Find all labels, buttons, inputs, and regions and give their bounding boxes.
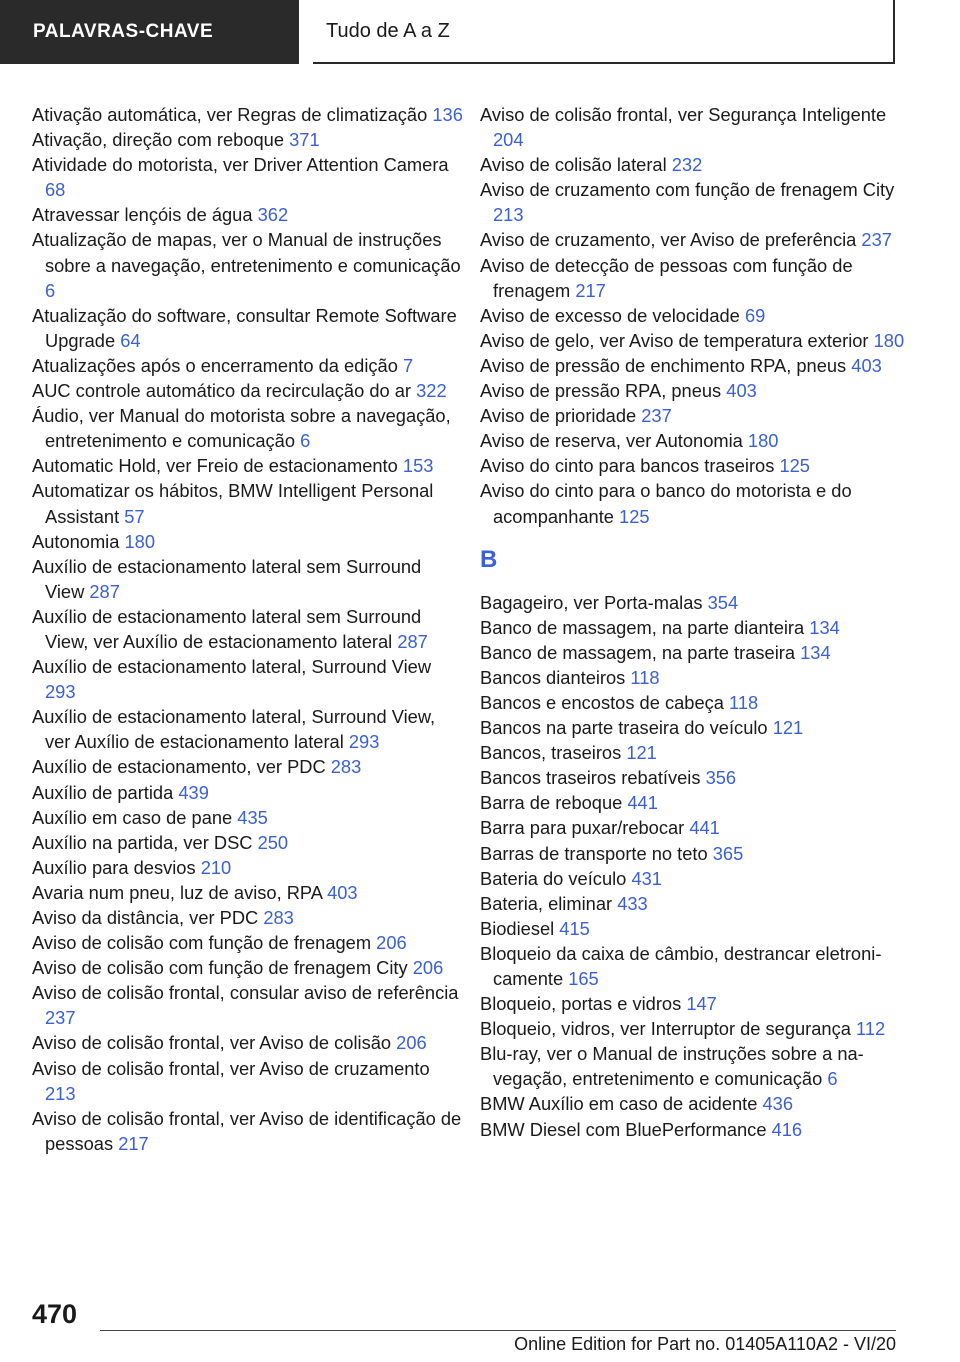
page-reference-link[interactable]: 293 [348,731,380,753]
index-group-a [480,102,910,529]
page-reference-link[interactable]: 415 [559,917,590,939]
page-reference-link[interactable]: 439 [178,781,209,803]
entry-term: Atravessar lençóis de água [32,204,253,226]
index-entry [480,916,910,941]
page-reference-link[interactable]: 147 [686,993,717,1015]
edition-footer: Online Edition for Part no. 01405A110A2 - VI/20 [514,1334,896,1354]
index-entry [32,127,464,152]
entry-term: Automatizar os hábitos, BMW Intelligent Personal Assistant [32,480,434,527]
index-entry [480,328,910,353]
index-column-right [480,102,910,1142]
entry-term: Atualizações após o encerramento da edição [32,354,398,376]
page-reference-link[interactable]: 204 [493,129,524,151]
index-entry [32,654,464,704]
entry-term: Bancos, traseiros [480,742,622,764]
page-reference-link[interactable]: 136 [432,104,463,125]
entry-term: Aviso da distância, ver PDC [32,907,259,928]
page-reference-link[interactable]: 232 [671,154,703,176]
entry-term: Auxílio de estacionamento, ver PDC [32,756,326,778]
page-reference-link[interactable]: 237 [45,1007,76,1029]
index-entry [480,1117,910,1142]
index-entry [480,690,910,715]
entry-term: Bloqueio, vidros, ver Interruptor de segurança [480,1018,851,1040]
index-entry [480,177,910,227]
page-reference-link[interactable]: 322 [416,380,447,402]
page-reference-link[interactable]: 237 [641,405,672,427]
index-entry [32,1106,464,1156]
section-tab: PALAVRAS-CHAVE [0,0,299,64]
page-reference-link[interactable]: 180 [747,430,779,452]
index-entry [32,202,464,227]
page-reference-link[interactable]: 125 [779,455,810,477]
entry-term: Aviso de cruzamento com função de frenagem City [480,179,895,201]
entry-term: Auxílio de partida [32,781,174,803]
index-entry [480,740,910,765]
section-letter: B [480,545,498,573]
index-entry [480,253,910,303]
index-entry [480,841,910,866]
footer-divider [100,1330,896,1331]
page-reference-link[interactable]: 356 [705,767,737,789]
index-entry [32,805,464,830]
index-entry [480,227,910,252]
page-reference-link[interactable]: 217 [575,279,606,301]
page-reference-link[interactable]: 354 [707,591,739,613]
entry-term: Autonomia [32,530,120,552]
page-reference-link[interactable]: 112 [856,1018,886,1040]
index-entry [32,303,464,353]
page-reference-link[interactable]: 441 [627,792,658,814]
page-reference-link[interactable]: 436 [762,1093,794,1115]
page-reference-link[interactable]: 64 [120,329,141,351]
entry-term: BMW Auxílio em caso de acidente [480,1093,758,1115]
entry-term: Bloqueio, portas e vidros [480,993,682,1015]
page-reference-link[interactable]: 6 [827,1068,838,1090]
page-reference-link[interactable]: 287 [397,630,428,652]
page-reference-link[interactable]: 433 [617,892,648,914]
page-reference-link[interactable]: 206 [396,1032,427,1054]
index-entry [32,880,464,905]
entry-term: Atualização de mapas, ver o Manual de instruções sobre a navegação, entretenimento e comunicação [32,229,461,276]
entry-term: Auxílio de estacionamento lateral sem Surround View [32,555,422,602]
entry-term: Aviso de reserva, ver Autonomia [480,430,743,452]
index-entry [480,353,910,378]
index-entry [32,152,464,202]
index-entry [480,152,910,177]
page-reference-link[interactable]: 68 [45,179,66,201]
entry-term: Bancos dianteiros [480,666,626,688]
entry-term: Ativação, direção com reboque [32,129,285,151]
entry-term: Auxílio na partida, ver DSC [32,831,253,853]
page-reference-link[interactable]: 206 [376,932,407,954]
entry-term: Auxílio para desvios [32,856,196,878]
index-entry [32,1056,464,1106]
page-reference-link[interactable]: 6 [45,279,56,301]
entry-term: Auxílio em caso de pane [32,806,233,828]
index-entry [480,665,910,690]
index-entry [480,891,910,916]
index-entry [32,830,464,855]
page-reference-link[interactable]: 287 [89,580,120,602]
entry-term: Atividade do motorista, ver Driver Attention Camera [32,154,449,176]
entry-term: Blu-ray, ver o Manual de instruções sobre a navegação, entretenimento e comunicação [480,1043,864,1090]
index-entry [32,478,464,528]
page-number: 470 [32,1299,78,1329]
entry-term: AUC controle automático da recirculação do ar [32,380,412,402]
entry-term: Aviso de pressão RPA, pneus [480,380,722,402]
page-reference-link[interactable]: 134 [800,641,831,663]
page-reference-link[interactable]: 118 [729,691,759,713]
index-entry [480,378,910,403]
page-reference-link[interactable]: 206 [412,957,444,979]
index-entry [480,1091,910,1116]
entry-term: Aviso do cinto para bancos traseiros [480,455,775,477]
index-entry [480,941,910,991]
index-entry [480,715,910,740]
entry-term: Avaria num pneu, luz de aviso, RPA [32,881,322,903]
index-entry [480,403,910,428]
index-entry [32,905,464,930]
index-entry [32,378,464,403]
entry-term: Automatic Hold, ver Freio de estacionamento [32,455,398,477]
page-reference-link[interactable]: 6 [300,430,311,452]
index-entry [32,403,464,453]
index-column-left [32,102,464,1156]
entry-term: Aviso de colisão frontal, ver Aviso de cruzamento [32,1057,430,1079]
entry-term: Banco de massagem, na parte traseira [480,641,796,663]
entry-term: Barra para puxar/rebocar [480,817,685,839]
entry-term: Bancos e encostos de cabeça [480,691,724,713]
index-entry [32,754,464,779]
index-entry [480,303,910,328]
index-entry [480,790,910,815]
entry-term: Aviso de colisão frontal, ver Segurança Inteligente [480,104,887,125]
entry-term: Aviso de colisão lateral [480,154,667,176]
entry-term: BMW Diesel com BluePerformance [480,1118,767,1140]
entry-term: Aviso de pressão de enchimento RPA, pneus [480,354,847,376]
page-reference-link[interactable]: 365 [712,842,744,864]
index-entry [480,428,910,453]
page-reference-link[interactable]: 134 [809,616,840,638]
index-entry [32,780,464,805]
page-reference-link[interactable]: 125 [619,505,650,527]
index-entry [32,1030,464,1055]
entry-term: Atualização do software, consultar Remote Software Upgrade [32,304,457,351]
index-entry [480,453,910,478]
page-reference-link[interactable]: 213 [493,204,524,226]
entry-term: Auxílio de estacionamento lateral sem Surround View, ver Auxílio de estacionamento lateral [32,605,422,652]
page-reference-link[interactable]: 153 [402,455,434,477]
entry-term: Ativação automática, ver Regras de climatização [32,104,428,125]
entry-term: Áudio, ver Manual do motorista sobre a navegação, entretenimento e comunicação [32,405,451,452]
entry-term: Aviso de colisão frontal, ver Aviso de identificação de pessoas [32,1107,462,1154]
entry-term: Banco de massagem, na parte dianteira [480,616,805,638]
entry-term: Auxílio de estacionamento lateral, Surround View [32,656,432,678]
entry-term: Aviso do cinto para o banco do motorista e do acompanhante [480,480,852,527]
page-reference-link[interactable]: 210 [200,856,232,878]
page-reference-link[interactable]: 283 [263,907,294,928]
index-entry [480,1041,910,1091]
entry-term: Aviso de cruzamento, ver Aviso de preferência [480,229,857,251]
index-entry [32,930,464,955]
page-reference-link[interactable]: 165 [568,968,599,989]
page-reference-link[interactable]: 441 [689,817,720,839]
index-entry [32,604,464,654]
page-reference-link[interactable]: 237 [861,229,892,251]
entry-term: Barra de reboque [480,792,623,814]
entry-term: Aviso de colisão frontal, ver Aviso de colisão [32,1032,392,1054]
index-entry [480,866,910,891]
index-entry [32,554,464,604]
index-entry [32,855,464,880]
page-reference-link[interactable]: 118 [630,666,660,688]
index-entry [480,815,910,840]
page-reference-link[interactable]: 283 [330,756,362,778]
page-reference-link[interactable]: 416 [771,1118,803,1140]
page-reference-link[interactable]: 403 [726,380,757,402]
entry-term: Bancos traseiros rebatíveis [480,767,701,789]
page-reference-link[interactable]: 7 [402,354,414,376]
entry-term: Bateria do veículo [480,867,627,889]
entry-term: Bancos na parte traseira do veículo [480,717,768,739]
index-entry [480,1016,910,1041]
page-reference-link[interactable]: 431 [631,867,662,889]
index-entry [32,453,464,478]
page-reference-link[interactable]: 403 [327,881,358,903]
page-reference-link[interactable]: 57 [124,505,145,527]
entry-term: Aviso de colisão com função de frenagem [32,932,372,954]
index-entry [32,704,464,754]
index-entry [480,102,910,152]
index-entry [32,227,464,302]
page-reference-link[interactable]: 403 [851,354,882,376]
entry-term: Biodiesel [480,917,555,939]
entry-term: Bloqueio da caixa de câmbio, destrancar eletronicamente [480,942,882,989]
entry-term: Barras de transporte no teto [480,842,708,864]
index-entry [480,615,910,640]
index-entry [480,640,910,665]
index-entry [480,991,910,1016]
page-reference-link[interactable]: 121 [626,742,657,764]
index-entry [32,353,464,378]
page-reference-link[interactable]: 121 [772,717,804,739]
entry-term: Aviso de excesso de velocidade [480,304,740,326]
page-reference-link[interactable]: 293 [45,681,76,703]
entry-term: Bateria, eliminar [480,892,613,914]
page-header [0,0,960,66]
page-reference-link[interactable]: 435 [237,806,268,828]
entry-term: Aviso de detecção de pessoas com função de frenagem [480,254,853,301]
entry-term: Aviso de gelo, ver Aviso de temperatura exterior [480,329,869,351]
index-entry [32,102,464,127]
entry-term: Aviso de prioridade [480,405,637,427]
page-reference-link[interactable]: 371 [289,129,320,151]
entry-term: Aviso de colisão com função de frenagem City [32,957,408,979]
entry-term: Bagageiro, ver Porta-malas [480,591,703,613]
page-reference-link[interactable]: 362 [257,204,289,226]
page-reference-link[interactable]: 180 [873,329,905,351]
index-entry [32,980,464,1030]
chapter-title: Tudo de A a Z [313,0,895,64]
entry-term: Auxílio de estacionamento lateral, Surround View, ver Auxílio de estacionamento lateral [32,706,436,753]
index-entry [480,478,910,528]
index-entry [480,590,910,615]
page-reference-link[interactable]: 180 [124,530,156,552]
index-group-b [480,590,910,1142]
entry-term: Aviso de colisão frontal, consular aviso de referência [32,982,459,1004]
page-reference-link[interactable]: 217 [118,1132,149,1154]
page-reference-link[interactable]: 213 [45,1082,76,1104]
page-reference-link[interactable]: 250 [257,831,289,853]
index-entry [32,955,464,980]
index-entry [32,529,464,554]
index-entry [480,765,910,790]
page-reference-link[interactable]: 69 [744,304,766,326]
